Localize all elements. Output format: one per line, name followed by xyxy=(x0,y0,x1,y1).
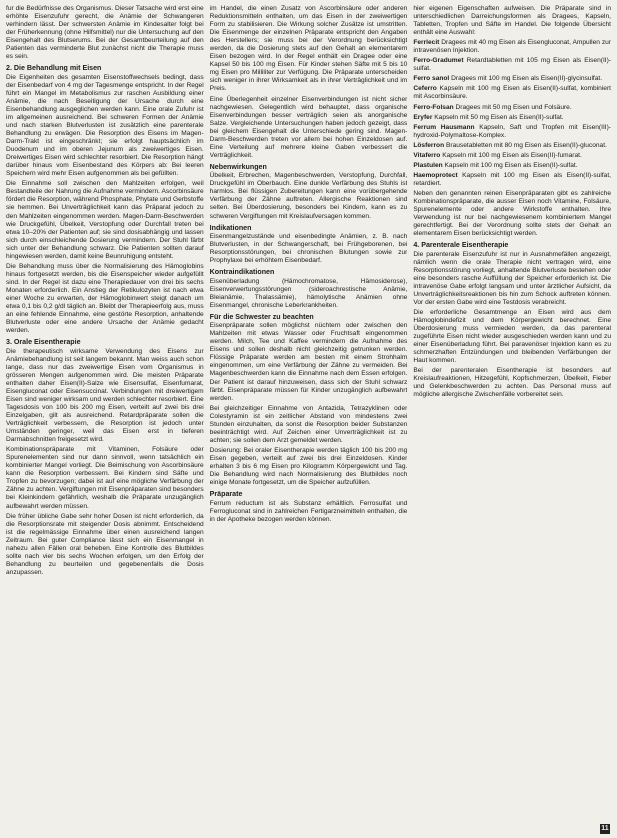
body-paragraph: Die erforderliche Gesamtmenge an Eisen wird aus dem Hämoglobindefizit und dem Körpergewicht berechnet. Eine Überdosierung muss vermieden werden, da das parenteral zugeführte Eisen nicht wieder ausgeschieden werden kann und zu einer Eisenüberladung führt. Bei paravenöser Injektion kann es zu schmerzhaften Entzündungen und bleibenden Verfärbungen der Haut kommen. xyxy=(413,308,612,365)
body-paragraph: Die parenterale Eisenzufuhr ist nur in Ausnahmefällen angezeigt, nämlich wenn die orale Therapie nicht vertragen wird, eine Resorptionsstörung vorliegt, anhaltende Blutverluste bestehen oder eine besonders rasche Auffüllung der Speicher erforderlich ist. Die intravenöse Gabe erfolgt langsam und unter ärztlicher Aufsicht, da Unverträglichkeitsreaktionen bis hin zum Schock auftreten können. Vor der ersten Gabe wird eine Testdosis verabreicht. xyxy=(413,250,612,306)
product-name: Plastulen xyxy=(413,161,443,169)
product-name: Vitaferro xyxy=(413,151,441,159)
section-heading: Nebenwirkungen xyxy=(209,162,267,171)
section-heading: 2. Die Behandlung mit Eisen xyxy=(6,64,102,73)
page-number: 11 xyxy=(601,825,609,832)
product-description: Kapseln, Saft und Tropfen mit Eisen(III)-hydroxid-Polymaltose-Komplex. xyxy=(413,123,611,139)
product-entry xyxy=(413,172,611,188)
body-paragraph: Eisenpräparate sollen möglichst nüchtern oder zwischen den Mahlzeiten mit etwas Wasser oder Fruchtsaft eingenommen werden. Milch, Tee und Kaffee vermindern die Aufnahme des Eisens und sollen deshalb nicht gleichzeitig getrunken werden. Flüssige Präparate werden am besten mit einem Strohhalm eingenommen, um eine Verfärbung der Zähne zu vermeiden. Bei Magenbeschwerden kann die Einnahme nach dem Essen erfolgen. Der Patient ist darauf hinzuweisen, dass sich der Stuhl schwarz färbt. Eisenpräparate müssen für Kinder unzugänglich aufbewahrt werden. xyxy=(209,322,408,402)
product-description: Dragees mit 50 mg Eisen und Folsäure. xyxy=(455,103,572,111)
product-name: Ferrlecit xyxy=(413,39,440,47)
product-entry xyxy=(413,114,611,122)
body-paragraph: Eisenmangelzustände und eisenbedingte Anämien, z. B. nach Blutverlusten, in der Schwangerschaft, bei Frühgeborenen, bei Resorptionsstörungen, bei chronischen Blutungen sowie zur Prophylaxe bei erhöhtem Eisenbedarf. xyxy=(209,232,408,265)
product-description: Kapseln mit 100 mg Eisen als Eisen(II)-sulfat, retardiert. xyxy=(413,171,612,187)
body-paragraph: Die Einnahme soll zwischen den Mahlzeiten erfolgen, weil Bestandteile der Nahrung die Aufnahme vermindern. Ascorbinsäure fördert die Resorption, während Phosphate, Phytate und Gerbstoffe sie hemmen. Bei Unverträglichkeit kann das Präparat jedoch zu den Mahlzeiten eingenommen werden. Magen-Darm-Beschwerden wie Druckgefühl, Übelkeit, Verstopfung oder Durchfall treten bei etwa 10–20% der Patienten auf; sie sind dosisabhängig und lassen sich durch einschleichende Dosierung vermindern. Der Stuhl färbt sich unter der Behandlung schwarz. Die Patienten sollten darauf hingewiesen werden, damit keine Beunruhigung entsteht. xyxy=(6,180,204,260)
section-heading: Präparate xyxy=(209,490,243,499)
product-entry xyxy=(413,162,611,170)
product-description: Retardtabletten mit 105 mg Eisen als Eisen(II)-sulfat. xyxy=(413,57,612,73)
product-name: Ferro-Gradumet xyxy=(413,57,464,65)
body-paragraph: Kombinationspräparate mit Vitaminen, Folsäure oder Spurenelementen sind nur dann sinnvoll, wenn tatsächlich ein kombinierter Mangel vorliegt. Die Beimischung von Ascorbinsäure kann die Resorption verbessern. Bei Kindern sind Säfte und Tropfen zu bevorzugen; dabei ist auf eine mögliche Verfärbung der Zähne zu achten. Vergiftungen mit Eisenpräparaten sind besonders bei Kleinkindern gefährlich, weshalb die Präparate unzugänglich aufbewahrt werden müssen. xyxy=(6,446,204,510)
product-entry xyxy=(413,85,611,101)
section-heading: 4. Parenterale Eisentherapie xyxy=(413,241,509,250)
product-description: Kapseln mit 100 mg Eisen als Eisen(II)-sulfat, kombiniert mit Ascorbinsäure. xyxy=(413,85,612,101)
product-description: Dragees mit 40 mg Eisen als Eisengluconat, Ampullen zur intravenösen Injektion. xyxy=(413,39,612,55)
product-name: Ceferro xyxy=(413,85,437,93)
body-paragraph: Neben den genannten reinen Eisenpräparaten gibt es zahlreiche Kombinationspräparate, die ausser Eisen noch Vitamine, Folsäure, Spurenelemente oder andere Wirkstoffe enthalten. Ihre Verwendung ist nur bei nachgewiesenem kombiniertem Mangel gerechtfertigt. Bei der Verordnung sollte stets der Gehalt an elementarem Eisen berücksichtigt werden. xyxy=(413,189,612,238)
product-entry xyxy=(413,75,611,83)
product-name: Ferrum Hausmann xyxy=(413,123,475,131)
section-heading: 3. Orale Eisentherapie xyxy=(6,338,81,347)
product-description: Kapseln mit 100 mg Eisen als Eisen(II)-fumarat. xyxy=(442,151,582,159)
product-entry xyxy=(413,152,611,160)
text-column-right xyxy=(413,5,611,838)
product-name: Haemoprotect xyxy=(413,171,458,179)
section-heading: Indikationen xyxy=(209,223,252,232)
product-description: Brausetabletten mit 80 mg Eisen als Eisen(II)-gluconat. xyxy=(445,141,607,149)
text-column-middle xyxy=(210,5,408,838)
product-name: Ferro sanol xyxy=(413,75,450,83)
body-paragraph: Die Eigenheiten des gesamten Eisenstoffwechsels bedingt, dass der Eisenbedarf von 4 mg der Tagesmenge entspricht. In der Regel führt ein Mangel im Metabolismus zur raschen Ausbildung einer Anämie, die nach Beseitigung der Ursache durch eine Eisenbehandlung ausgeglichen werden kann. Eine orale Zufuhr ist im allgemeinen ausreichend. Bei schweren Formen der Anämie und nach starken Blutverlusten ist zusätzlich eine parenterale Behandlung zu erwägen. Die Resorption des Eisens im Magen-Darm-Trakt ist eingeschränkt; sie erfolgt hauptsächlich im Duodenum und im oberen Jejunum als zweiwertiges Eisen. Dreiwertiges Eisen wird schlechter resorbiert. Die Resorption hängt darüber hinaus vom Eisenbestand des Körpers ab: Bei leeren Speichern wird mehr Eisen aufgenommen als bei gefüllten. xyxy=(6,73,204,178)
body-paragraph: Die früher übliche Gabe sehr hoher Dosen ist nicht erforderlich, da die Resorptionsrate mit steigender Dosis abnimmt. Entscheidend ist die regelmässige Einnahme über einen ausreichend langen Zeitraum. Bei guter Compliance lässt sich ein Eisenmangel in nahezu allen Fällen oral beheben. Eine Kontrolle des Blutbildes sollte nach vier bis sechs Wochen erfolgen, um den Erfolg der Behandlung zu beurteilen und gegebenenfalls die Dosis anzupassen. xyxy=(6,512,204,576)
product-description: Kapseln mit 100 mg Eisen als Eisen(II)-sulfat. xyxy=(444,161,578,169)
section-heading: Für die Schwester zu beachten xyxy=(209,312,314,321)
product-entry xyxy=(413,39,611,55)
body-paragraph: Die therapeutisch wirksame Verwendung des Eisens zur Anämiebehandlung ist seit langem bekannt. Man weiss auch schon lange, dass nur das zweiwertige Eisen vom Organismus in grösseren Mengen aufgenommen wird. Die meisten Präparate enthalten daher Eisen(II)-Salze wie Eisensulfat, Eisenfumarat, Eisengluconat oder Eisensuccinat. Verbindungen mit dreiwertigem Eisen sind weniger wirksam und werden schlechter resorbiert. Eine Tagesdosis von 100 bis 200 mg Eisen, verteilt auf zwei bis drei Einzelgaben, gilt als ausreichend. Retardpräparate sollen die Verträglichkeit verbessern, die Resorption ist jedoch unter Umständen geringer, weil das Eisen erst in tieferen Darmabschnitten freigesetzt wird. xyxy=(6,347,204,444)
body-paragraph: Die Behandlung muss über die Normalisierung des Hämoglobins hinaus fortgesetzt werden, bis die Eisenspeicher wieder aufgefüllt sind. In der Regel ist dazu eine Therapiedauer von drei bis sechs Monaten erforderlich. Ein Anstieg der Retikulozyten ist nach etwa einer Woche zu erwarten, der Hämoglobinwert steigt danach um etwa 0,1 bis 0,2 g/dl täglich an. Bleibt der Therapieerfolg aus, muss an eine fehlende Einnahme, eine gestörte Resorption, anhaltende Blutverluste oder eine andere Ursache der Anämie gedacht werden. xyxy=(6,262,204,335)
product-entry xyxy=(413,142,611,150)
product-description: Kapseln mit 50 mg Eisen als Eisen(II)-sulfat. xyxy=(434,113,564,121)
body-paragraph: Eisenüberladung (Hämochromatose, Hämosiderose), Eisenverwertungsstörungen (sideroachrestische Anämie, Bleianämie, Thalassämie), hämolytische Anämien ohne Eisenmangel, chronische Leberkrankheiten. xyxy=(209,277,408,309)
product-name: Ferro-Folsan xyxy=(413,103,454,111)
body-paragraph: Dosierung: Bei oraler Eisentherapie werden täglich 100 bis 200 mg Eisen gegeben, verteilt auf zwei bis drei Einzeldosen. Kinder erhalten 3 bis 6 mg Eisen pro Kilogramm Körpergewicht und Tag. Die Behandlung wird nach Normalisierung des Blutbildes noch einige Monate fortgesetzt, um die Speicher aufzufüllen. xyxy=(209,446,408,487)
body-paragraph: fur die Bedürfnisse des Organismus. Dieser Tatsache wird erst eine erhöhte Eisenzufuhr gerecht, die Anämie der Schwangeren verhindern lässt. Der schwersten Anämie im Kindesalter folgt bei der Früherkennung (ohne Hilfsmittel) nur die Untersuchung auf den Eisengehalt des Blutserums. Bei der Gesamtbeurteilung auf den Patienten das verminderte Blut zunächst nicht die Therapie muss es sein. xyxy=(6,5,204,61)
product-entry xyxy=(413,124,611,140)
product-entry xyxy=(413,57,611,73)
product-entry xyxy=(413,104,611,112)
body-paragraph: Übelkeit, Erbrechen, Magenbeschwerden, Verstopfung, Durchfall, Druckgefühl im Oberbauch. Eine dunkle Verfärbung des Stuhls ist harmlos. Bei flüssigen Zubereitungen kann eine vorübergehende Verfärbung der Zähne auftreten. Allergische Reaktionen sind selten. Bei Überdosierung, besonders bei Kindern, kann es zu schweren Vergiftungen mit Kreislaufversagen kommen. xyxy=(209,172,408,220)
body-paragraph: Bei der parenteralen Eisentherapie ist besonders auf Kreislaufreaktionen, Hitzegefühl, Kopfschmerzen, Übelkeit, Fieber und Gelenkbeschwerden zu achten. Das Personal muss auf mögliche allergische Zwischenfälle vorbereitet sein. xyxy=(413,367,612,399)
body-paragraph: im Handel, die einen Zusatz von Ascorbinsäure oder anderen Reduktionsmitteln enthalten, um das Eisen in der zweiwertigen Form zu stabilisieren. Die Wirkung solcher Zusätze ist umstritten. Die Eisenmenge der einzelnen Präparate entspricht den Angaben des Herstellers; sie muss bei der Verordnung berücksichtigt werden, da die Dosierung stets auf den Gehalt an elementarem Eisen bezogen wird. In der Regel enthält ein Dragee oder eine Kapsel 50 bis 100 mg Eisen. Für Kinder stehen Säfte mit 5 bis 10 mg Eisen pro Milliliter zur Verfügung. Die Präparate unterscheiden sich weniger in ihrer Wirksamkeit als in ihrer Verträglichkeit und im Preis. xyxy=(209,5,408,93)
product-name: Eryfer xyxy=(413,113,433,121)
body-paragraph: Ferrum reductum ist als Substanz erhältlich. Ferrosulfat und Ferrogluconat sind in zahlreichen Fertigarzneimitteln enthalten, die in der Apotheke bezogen werden können. xyxy=(209,499,408,523)
body-paragraph: Eine Überlegenheit einzelner Eisenverbindungen ist nicht sicher nachgewiesen. Gelegentlich wird behauptet, dass organische Eisenverbindungen besser verträglich seien als anorganische Salze. Vergleichende Untersuchungen haben jedoch gezeigt, dass bei gleichem Eisengehalt die Unterschiede gering sind. Magen-Darm-Beschwerden treten vor allem bei hohen Einzeldosen auf. Eine Verteilung auf mehrere kleine Gaben verbessert die Verträglichkeit. xyxy=(209,95,408,159)
section-heading: Kontraindikationen xyxy=(209,268,275,277)
product-description: Dragees mit 100 mg Eisen als Eisen(II)-glycinsulfat. xyxy=(451,75,603,83)
body-paragraph: hier eigenen Eigenschaften aufweisen. Die Präparate sind in unterschiedlichen Darreichungsformen als Dragees, Kapseln, Tabletten, Tropfen und Säfte im Handel. Die folgende Übersicht enthält eine Auswahl: xyxy=(413,5,612,37)
text-column-left xyxy=(6,5,204,838)
product-name: Lösferron xyxy=(413,141,445,149)
body-paragraph: Bei gleichzeitiger Einnahme von Antazida, Tetrazyklinen oder Colestyramin ist ein zeitlicher Abstand von mindestens zwei Stunden einzuhalten, da sonst die Resorption beider Substanzen beeinträchtigt wird. Auf Zeichen einer Unverträglichkeit ist zu achten; sie sollen dem Arzt gemeldet werden. xyxy=(209,404,408,444)
